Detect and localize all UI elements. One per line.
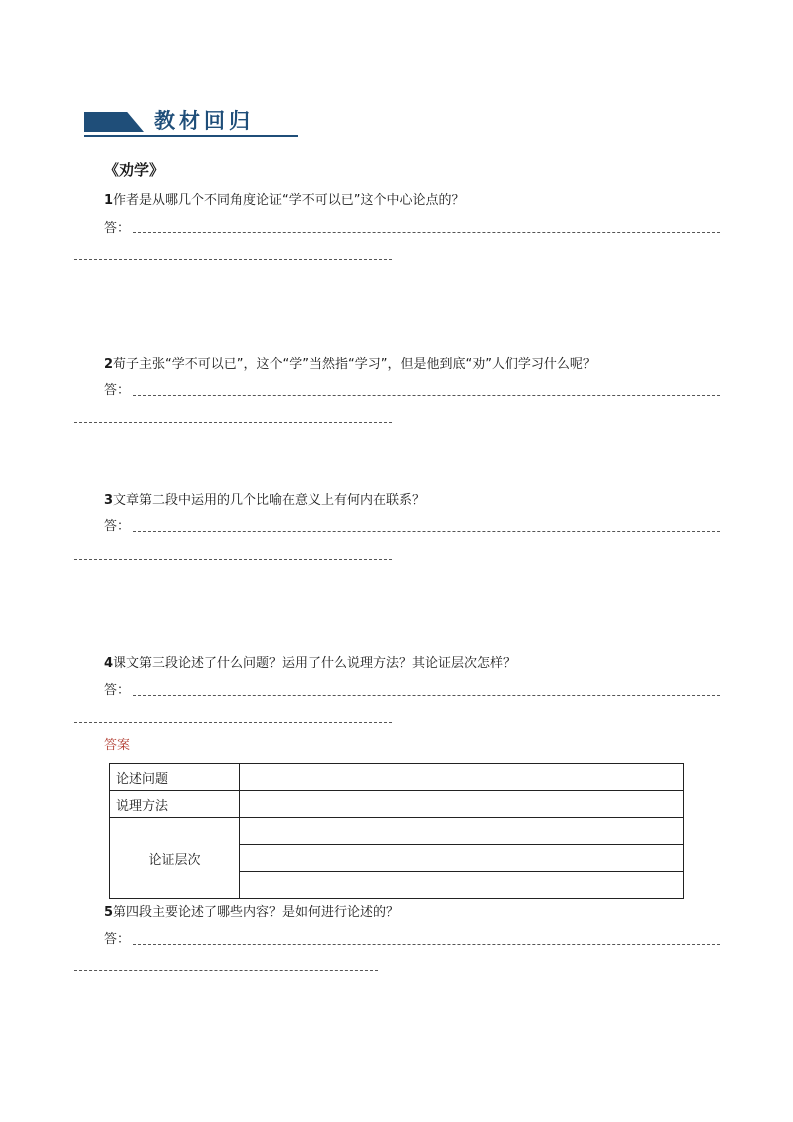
question-1 (104, 192, 465, 210)
answer-table (109, 763, 684, 899)
question-number: 3 (104, 493, 114, 508)
table-cell-answer[interactable] (240, 872, 684, 899)
question-text: 课文第三段论述了什么问题？运用了什么说理方法？其论证层次怎样？ (113, 656, 517, 671)
lesson-title: 《劝学》 (104, 161, 165, 179)
answer-line-continuation[interactable] (74, 970, 378, 971)
table-row (110, 764, 684, 791)
answer-line[interactable] (133, 232, 720, 233)
answer-line[interactable] (133, 944, 720, 945)
answer-line[interactable] (133, 695, 720, 696)
answer-label: 答： (104, 383, 131, 398)
section-banner (84, 106, 298, 138)
answer-label: 答： (104, 683, 131, 698)
answer-label: 答： (104, 932, 131, 947)
table-cell-answer[interactable] (240, 791, 684, 818)
question-number: 2 (104, 357, 114, 372)
question-4 (104, 655, 516, 673)
table-cell-answer[interactable] (240, 818, 684, 845)
question-5 (104, 904, 399, 922)
table-cell-label: 说理方法 (110, 791, 240, 818)
answer-line[interactable] (133, 395, 720, 396)
answer-line-continuation[interactable] (74, 422, 392, 423)
question-2 (104, 356, 596, 374)
question-text: 第四段主要论述了哪些内容？是如何进行论述的？ (113, 905, 400, 920)
answer-line[interactable] (133, 531, 720, 532)
table-cell-answer[interactable] (240, 764, 684, 791)
table-cell-label: 论证层次 (110, 818, 240, 899)
table-row (110, 791, 684, 818)
question-3 (104, 492, 425, 510)
answer-label: 答： (104, 221, 131, 236)
section-title: 教材回归 (154, 108, 254, 133)
answer-line-continuation[interactable] (74, 559, 392, 560)
question-text: 文章第二段中运用的几个比喻在意义上有何内在联系？ (113, 493, 426, 508)
question-text: 荀子主张“学不可以已”，这个“学”当然指“学习”，但是他到底“劝”人们学习什么呢？ (113, 357, 596, 372)
question-text: 作者是从哪几个不同角度论证“学不可以已”这个中心论点的？ (113, 193, 465, 208)
answer-line-continuation[interactable] (74, 259, 392, 260)
answer-label: 答： (104, 519, 131, 534)
answer-key-label: 答案 (104, 738, 131, 753)
banner-decoration (84, 112, 144, 132)
banner-underline (84, 135, 298, 137)
question-number: 5 (104, 905, 114, 920)
answer-line-continuation[interactable] (74, 722, 392, 723)
question-number: 1 (104, 193, 114, 208)
table-cell-answer[interactable] (240, 845, 684, 872)
question-number: 4 (104, 656, 114, 671)
table-row (110, 818, 684, 845)
table-cell-label: 论述问题 (110, 764, 240, 791)
